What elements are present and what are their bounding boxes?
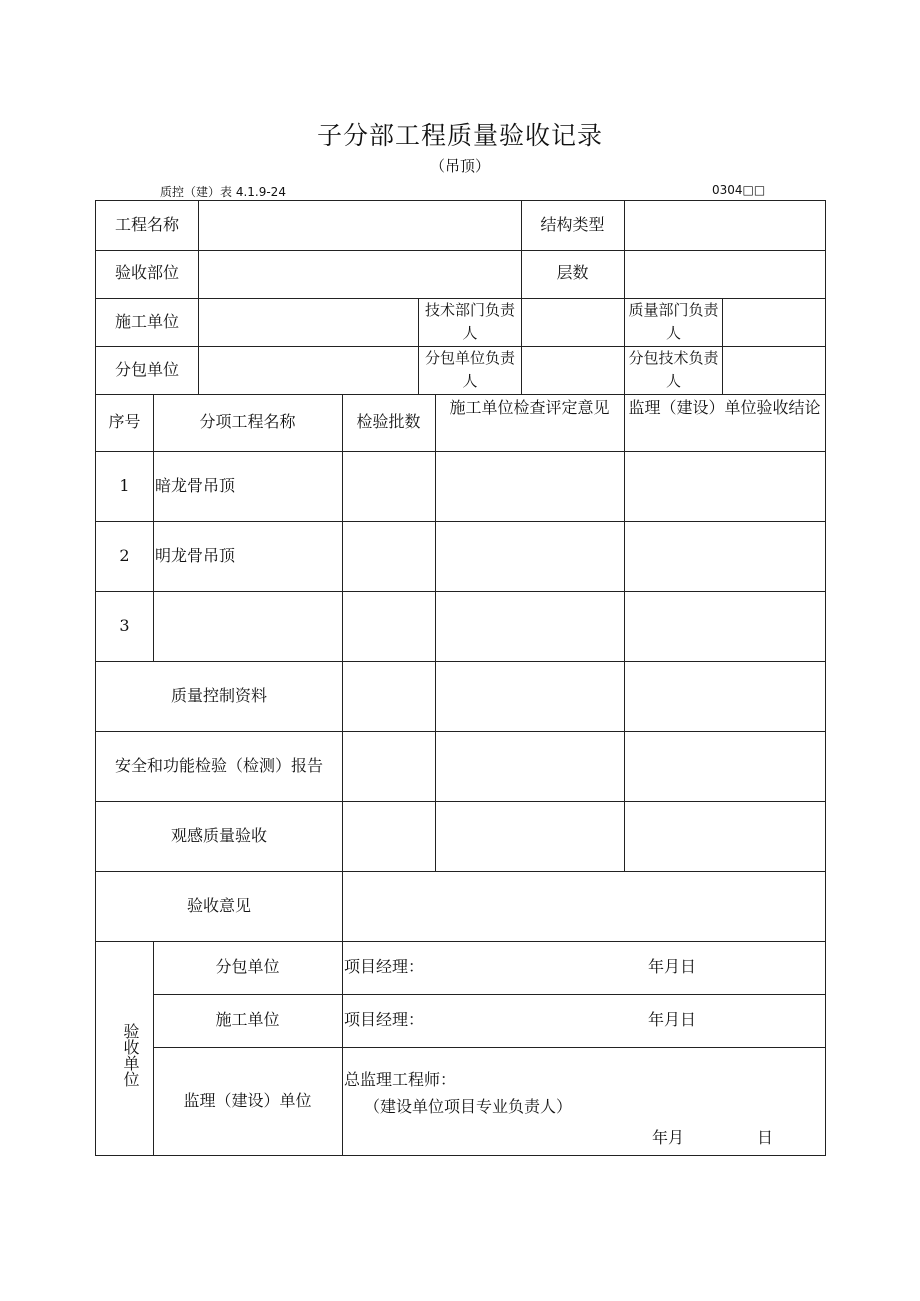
- col-divider: [153, 394, 154, 661]
- col-header-item-name: 分项工程名称: [199, 412, 296, 431]
- col-header-seq: 序号: [108, 412, 141, 431]
- acc-supervisor-label: 监理（建设）单位: [183, 1091, 312, 1110]
- row-divider: [96, 871, 825, 872]
- floors-field[interactable]: [625, 262, 824, 284]
- col-divider: [624, 394, 625, 871]
- acc-sub-project-manager-label: 项目经理：: [344, 957, 425, 976]
- project-name-label: 工程名称: [114, 215, 179, 234]
- row-divider: [96, 521, 825, 522]
- contractor-label: 施工单位: [114, 312, 179, 331]
- acc-owner-rep-label: （建设单位项目专业负责人）: [364, 1097, 573, 1116]
- subcontractor-field[interactable]: [199, 359, 417, 381]
- item-name: 明龙骨吊顶: [155, 546, 236, 565]
- row-divider: [96, 661, 825, 662]
- safety-function-report-label: 安全和功能检验（检测）报告: [114, 756, 323, 775]
- floors-label: 层数: [556, 263, 589, 282]
- acc-sup-date-ym: 年月: [652, 1128, 685, 1147]
- row-divider: [96, 591, 825, 592]
- acceptance-part-field[interactable]: [199, 262, 520, 284]
- form-number: 0304□□: [712, 183, 766, 197]
- row-divider: [96, 941, 825, 942]
- item-no: 2: [119, 546, 130, 565]
- form-title: 子分部工程质量验收记录: [316, 121, 603, 150]
- quality-head-field[interactable]: [723, 311, 824, 333]
- structure-type-label: 结构类型: [540, 215, 605, 234]
- acceptance-opinion-field[interactable]: [344, 876, 822, 936]
- item-no: 3: [119, 616, 130, 635]
- acc-con-project-manager-label: 项目经理：: [344, 1010, 425, 1029]
- col-divider: [435, 394, 436, 871]
- contractor-field[interactable]: [199, 311, 417, 333]
- acc-subcontractor-label: 分包单位: [215, 957, 280, 976]
- col-header-batches: 检验批数: [356, 412, 421, 431]
- row-divider: [153, 994, 825, 995]
- col-divider: [418, 298, 419, 394]
- col-divider: [342, 941, 343, 1155]
- appearance-quality-label: 观感质量验收: [170, 826, 267, 845]
- subcontractor-label: 分包单位: [114, 360, 179, 379]
- acceptance-part-label: 验收部位: [114, 263, 179, 282]
- row-divider: [153, 1047, 825, 1048]
- acc-con-date: 年月日: [648, 1010, 697, 1029]
- quality-head-label: 质量部门负责人: [628, 301, 719, 342]
- acc-contractor-label: 施工单位: [215, 1010, 280, 1029]
- structure-type-field[interactable]: [625, 214, 824, 236]
- item-no: 1: [119, 476, 130, 495]
- acceptance-units-label: 验收单位: [121, 1023, 140, 1087]
- item-name: 暗龙骨吊顶: [155, 476, 236, 495]
- col-header-supervisor-conclusion: 监理（建设）单位验收结论: [628, 398, 821, 417]
- tech-head-field[interactable]: [522, 311, 623, 333]
- acceptance-opinion-label: 验收意见: [186, 896, 251, 915]
- quality-control-docs-label: 质量控制资料: [170, 686, 267, 705]
- col-divider: [342, 394, 343, 941]
- form-subtitle: （吊顶）: [429, 157, 490, 175]
- row-divider: [96, 451, 825, 452]
- sub-head-label: 分包单位负责人: [424, 349, 515, 390]
- acc-chief-supervisor-label: 总监理工程师：: [344, 1070, 457, 1089]
- acceptance-form-table: [95, 200, 826, 1156]
- sub-tech-head-label: 分包技术负责人: [628, 349, 719, 390]
- col-divider: [624, 298, 625, 394]
- row-divider: [96, 250, 825, 251]
- col-header-contractor-opinion: 施工单位检查评定意见: [449, 398, 610, 417]
- sub-head-field[interactable]: [522, 359, 623, 381]
- row-divider: [96, 731, 825, 732]
- sub-tech-head-field[interactable]: [723, 359, 824, 381]
- acc-sub-date: 年月日: [648, 957, 697, 976]
- row-divider: [96, 394, 825, 395]
- form-code: 质控（建）表 4.1.9-24: [160, 185, 286, 199]
- acc-sup-date-day: 日: [757, 1128, 774, 1147]
- project-name-field[interactable]: [199, 214, 520, 236]
- row-divider: [96, 801, 825, 802]
- tech-head-label: 技术部门负责人: [424, 301, 515, 342]
